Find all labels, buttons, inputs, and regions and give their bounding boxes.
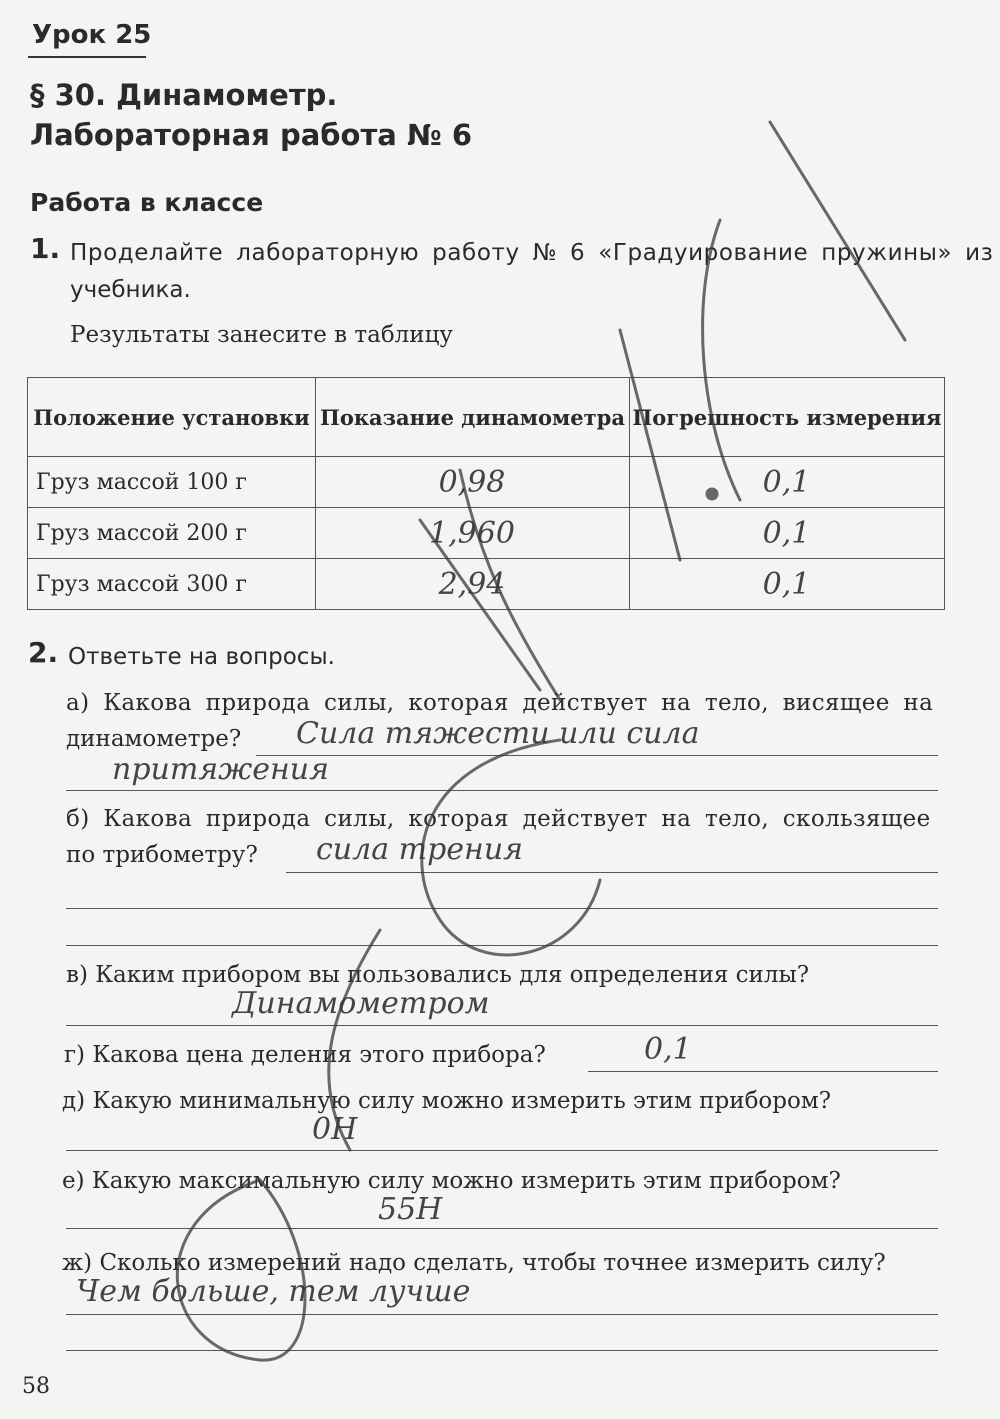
answer-a-line2 (66, 790, 938, 791)
paragraph-title: § 30. Динамометр. (30, 78, 338, 112)
answer-c-line (66, 1025, 938, 1026)
cell-error: 0,1 (630, 559, 945, 610)
header-position: Положение установки (28, 378, 316, 457)
table-row (28, 508, 945, 559)
header-reading: Показание динамометра (316, 378, 630, 457)
answer-f-text: 55Н (378, 1192, 443, 1227)
answer-c-text: Динамометром (232, 986, 490, 1021)
question-d: г) Какова цена деления этого прибора? (64, 1042, 546, 1068)
answer-g-line1 (66, 1314, 938, 1315)
task1-text-line1: Проделайте лабораторную работу № 6 «Градуирование пружины» из (70, 240, 994, 266)
cell-position: Груз массой 300 г (28, 559, 316, 610)
task2-text: Ответьте на вопросы. (68, 644, 335, 670)
question-b-line1: б) Какова природа силы, которая действует на тело, скользящее (66, 806, 931, 832)
answer-a-line1 (256, 755, 938, 756)
cell-error: 0,1 (630, 508, 945, 559)
answer-d-text: 0,1 (644, 1032, 692, 1067)
question-b-line2: по трибометру? (66, 842, 258, 868)
answer-a-text2: притяжения (112, 752, 329, 787)
answer-f-line (66, 1228, 938, 1229)
answer-b-line3 (66, 945, 938, 946)
table-row (28, 457, 945, 508)
answer-g-text: Чем больше, тем лучше (76, 1274, 471, 1309)
table-header-row (28, 378, 945, 457)
question-f: е) Какую максимальную силу можно измерить этим прибором? (62, 1168, 841, 1194)
task2-number: 2. (28, 636, 59, 669)
section-heading: Работа в классе (30, 188, 264, 217)
cell-reading: 0,98 (316, 457, 630, 508)
cell-reading: 1,960 (316, 508, 630, 559)
cell-error: 0,1 (630, 457, 945, 508)
question-a-line1: а) Какова природа силы, которая действует на тело, висящее на (66, 690, 934, 716)
results-table (27, 377, 945, 610)
answer-b-line1 (286, 872, 938, 873)
answer-e-text: 0Н (312, 1112, 358, 1147)
cell-position: Груз массой 200 г (28, 508, 316, 559)
answer-g-line2 (66, 1350, 938, 1351)
answer-b-text: сила трения (316, 832, 523, 867)
question-e: д) Какую минимальную силу можно измерить этим прибором? (62, 1088, 832, 1114)
task1-text-line2: учебника. (70, 277, 191, 303)
question-a-line2: динамометре? (66, 726, 242, 752)
cell-reading: 2,94 (316, 559, 630, 610)
question-c: в) Каким прибором вы пользовались для определения силы? (66, 962, 810, 988)
lesson-underline (28, 56, 146, 58)
lab-title: Лабораторная работа № 6 (30, 118, 473, 152)
page-number: 58 (22, 1374, 50, 1399)
task1-instruction: Результаты занесите в таблицу (70, 322, 453, 348)
answer-e-line (66, 1150, 938, 1151)
answer-b-line2 (66, 908, 938, 909)
question-g: ж) Сколько измерений надо сделать, чтобы точнее измерить силу? (62, 1250, 886, 1276)
task1-number: 1. (30, 232, 61, 265)
answer-d-line (588, 1071, 938, 1072)
header-error: Погрешность измерения (630, 378, 945, 457)
table-row (28, 559, 945, 610)
lesson-label: Урок 25 (32, 20, 152, 50)
answer-a-text1: Сила тяжести или сила (296, 716, 700, 751)
cell-position: Груз массой 100 г (28, 457, 316, 508)
